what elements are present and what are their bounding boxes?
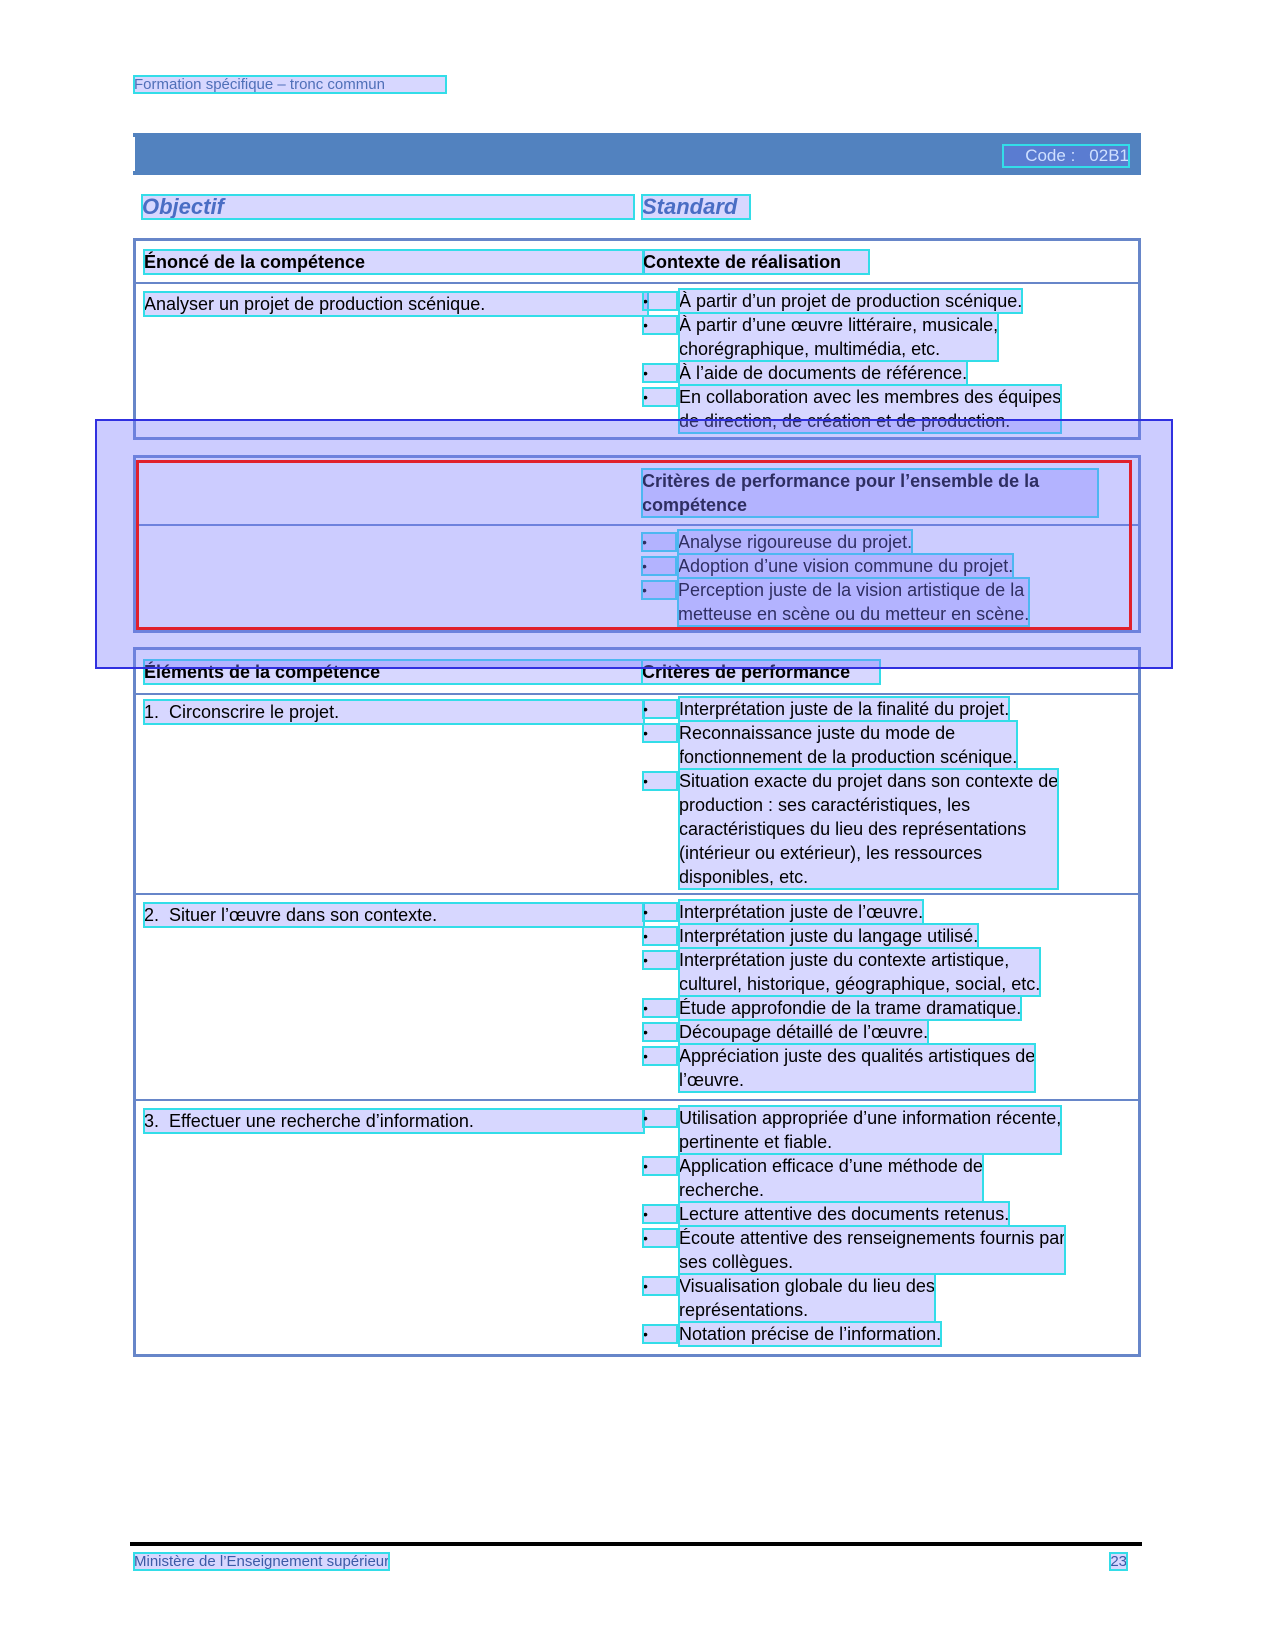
global-criteria-heading: Critères de performance pour l’ensemble de la compétence bbox=[642, 469, 1098, 517]
bullet-icon: • bbox=[643, 1277, 677, 1295]
criterion: Notation précise de l’information. bbox=[679, 1324, 942, 1344]
criterion: Découpage détaillé de l’œuvre. bbox=[679, 1022, 929, 1042]
bullet-icon: • bbox=[642, 581, 676, 599]
competence-right-heading: Contexte de réalisation bbox=[643, 250, 869, 274]
list-item bbox=[643, 1322, 1123, 1346]
bullet-icon: • bbox=[643, 316, 677, 334]
context-item: À l’aide de documents de référence. bbox=[679, 363, 968, 383]
list-item bbox=[643, 948, 1123, 996]
list-item bbox=[643, 900, 1123, 924]
criteria-list-3 bbox=[643, 1106, 1123, 1346]
program-code bbox=[1003, 145, 1129, 167]
standard-heading: Standard bbox=[642, 195, 750, 219]
bullet-icon: • bbox=[643, 1157, 677, 1175]
global-criterion: Perception juste de la vision artistique de la metteuse en scène ou du metteur en scène. bbox=[678, 580, 1030, 624]
bullet-icon: • bbox=[643, 292, 677, 310]
bullet-icon: • bbox=[643, 364, 677, 382]
list-item bbox=[643, 1202, 1123, 1226]
criterion: Appréciation juste des qualités artistiques de l’œuvre. bbox=[679, 1046, 1036, 1090]
element-label-1: 1. Circonscrire le projet. bbox=[144, 700, 644, 724]
footer-rule bbox=[130, 1542, 1142, 1546]
bullet-icon: • bbox=[643, 1109, 677, 1127]
band-notch bbox=[133, 137, 135, 171]
bullet-icon: • bbox=[643, 1229, 677, 1247]
list-item bbox=[643, 1226, 1123, 1274]
footer-ministry: Ministère de l’Enseignement supérieur bbox=[134, 1553, 390, 1570]
row-divider bbox=[136, 893, 1138, 895]
list-item bbox=[643, 721, 1123, 769]
bullet-icon: • bbox=[643, 772, 677, 790]
list-item bbox=[643, 924, 1123, 948]
list-item bbox=[643, 313, 1121, 361]
bullet-icon: • bbox=[643, 724, 677, 742]
bullet-icon: • bbox=[643, 1325, 677, 1343]
elements-header-rule bbox=[136, 693, 1138, 695]
criterion: Lecture attentive des documents retenus. bbox=[679, 1204, 1010, 1224]
bullet-icon: • bbox=[642, 557, 676, 575]
criteria-list-1 bbox=[643, 697, 1123, 889]
list-item bbox=[643, 996, 1123, 1020]
list-item bbox=[643, 697, 1123, 721]
criterion: Interprétation juste de l’œuvre. bbox=[679, 902, 924, 922]
code-label: Code : bbox=[1025, 146, 1076, 165]
bullet-icon: • bbox=[643, 903, 677, 921]
bullet-icon: • bbox=[643, 999, 677, 1017]
global-criterion: Adoption d’une vision commune du projet. bbox=[678, 556, 1014, 576]
criteria-list-2 bbox=[643, 900, 1123, 1092]
context-item: À partir d’une œuvre littéraire, musicale, chorégraphique, multimédia, etc. bbox=[679, 315, 999, 359]
context-item: À partir d’un projet de production scénique. bbox=[679, 291, 1023, 311]
bullet-icon: • bbox=[643, 1023, 677, 1041]
criterion: Écoute attentive des renseignements fournis par ses collègues. bbox=[679, 1228, 1066, 1272]
context-item: En collaboration avec les membres des équipes de direction, de création et de production. bbox=[679, 387, 1062, 431]
list-item bbox=[643, 1044, 1123, 1092]
competence-statement: Analyser un projet de production scénique. bbox=[144, 292, 648, 316]
page-number: 23 bbox=[1110, 1553, 1127, 1570]
bullet-icon: • bbox=[643, 388, 677, 406]
focus-frame bbox=[136, 460, 1132, 630]
elements-right-heading: Critères de performance bbox=[642, 660, 880, 684]
list-item bbox=[643, 1020, 1123, 1044]
bullet-icon: • bbox=[643, 951, 677, 969]
criterion: Situation exacte du projet dans son contexte de production : ses caractéristiques, les caractéristiques du lieu des représentations (intérieur ou extérieur), les ressources disponibles, etc. bbox=[679, 771, 1059, 887]
running-header: Formation spécifique – tronc commun bbox=[134, 76, 446, 93]
criterion: Visualisation globale du lieu des représentations. bbox=[679, 1276, 935, 1320]
criterion: Interprétation juste du contexte artistique, culturel, historique, géographique, social, etc. bbox=[679, 950, 1041, 994]
objective-heading: Objectif bbox=[142, 195, 634, 219]
list-item bbox=[643, 289, 1121, 313]
element-label-3: 3. Effectuer une recherche d’information. bbox=[144, 1109, 644, 1133]
bullet-icon: • bbox=[642, 533, 676, 551]
list-item bbox=[643, 769, 1123, 889]
list-item bbox=[643, 361, 1121, 385]
list-item bbox=[643, 1154, 1123, 1202]
code-value: 02B1 bbox=[1089, 146, 1129, 165]
global-criterion: Analyse rigoureuse du projet. bbox=[678, 532, 913, 552]
row-divider bbox=[136, 1099, 1138, 1101]
criterion: Reconnaissance juste du mode de fonctionnement de la production scénique. bbox=[679, 723, 1018, 767]
context-list bbox=[643, 289, 1121, 433]
competence-left-heading: Énoncé de la compétence bbox=[144, 250, 644, 274]
criterion: Application efficace d’une méthode de recherche. bbox=[679, 1156, 983, 1200]
competence-header-rule bbox=[136, 282, 1138, 284]
elements-left-heading: Éléments de la compétence bbox=[144, 660, 642, 684]
element-label-2: 2. Situer l’œuvre dans son contexte. bbox=[144, 903, 644, 927]
criterion: Étude approfondie de la trame dramatique. bbox=[679, 998, 1022, 1018]
bullet-icon: • bbox=[643, 700, 677, 718]
criterion: Interprétation juste du langage utilisé. bbox=[679, 926, 979, 946]
list-item bbox=[643, 1106, 1123, 1154]
criterion: Interprétation juste de la finalité du projet. bbox=[679, 699, 1010, 719]
list-item bbox=[643, 1274, 1123, 1322]
title-band bbox=[133, 133, 1141, 175]
bullet-icon: • bbox=[643, 1205, 677, 1223]
bullet-icon: • bbox=[643, 1047, 677, 1065]
bullet-icon: • bbox=[643, 927, 677, 945]
criterion: Utilisation appropriée d’une information récente, pertinente et fiable. bbox=[679, 1108, 1062, 1152]
